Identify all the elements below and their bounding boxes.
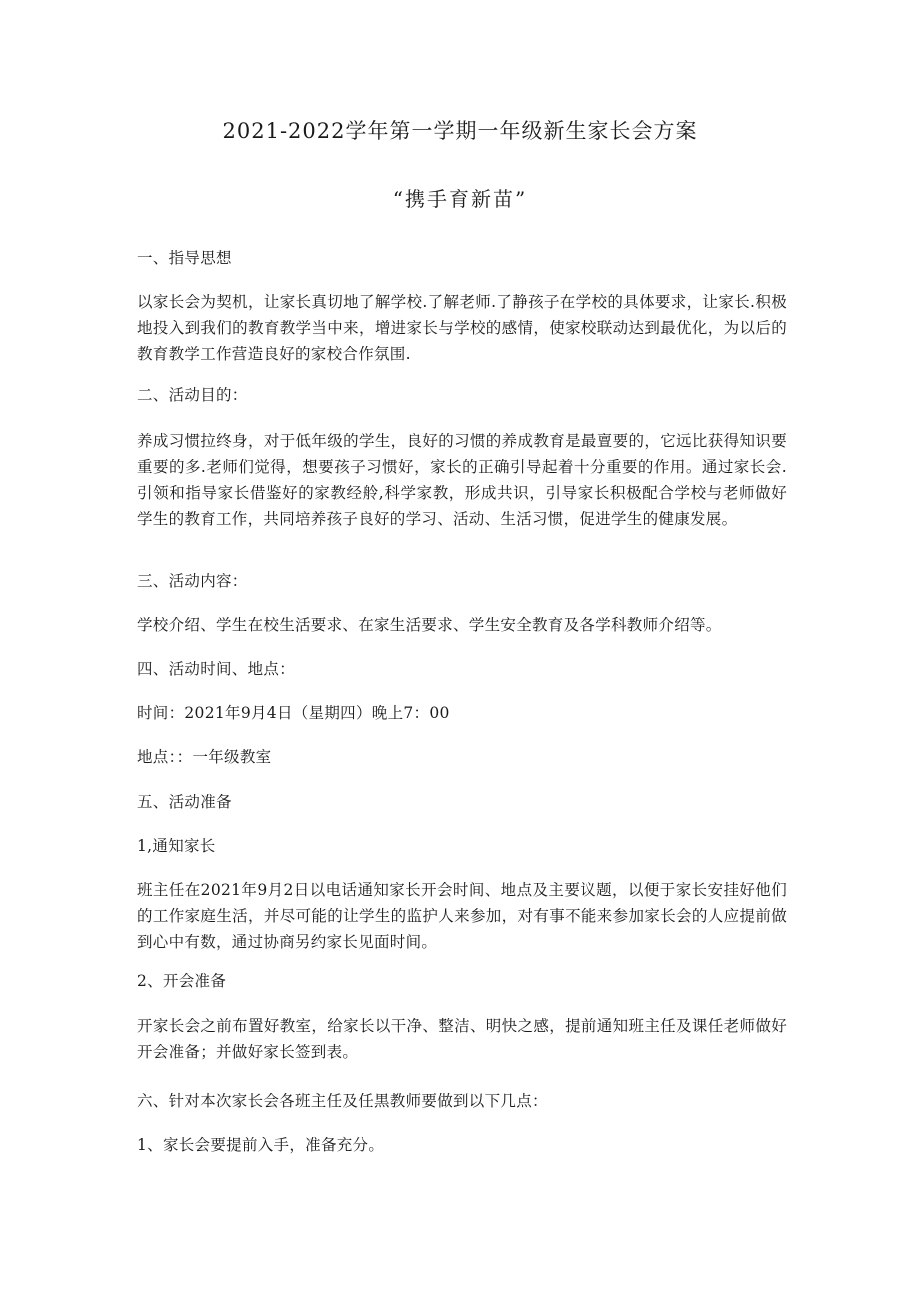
section-1-text: 以家长会为契机，让家长真切地了解学校.了解老师.了静孩子在学校的具体要求，让家长.积极地投入到我们的教育教学当中来，增进家长与学校的感情，使家校联动达到最优化，为以后的教育教学工作营造良好的家校合作氛围. <box>137 293 787 363</box>
section-4-heading: 四、活动时间、地点： <box>137 660 296 678</box>
section-3-text: 学校介绍、学生在校生活要求、在家生活要求、学生安全教育及各学科教师介绍等。 <box>137 616 722 634</box>
section-4-time: 时间：2021年9月4日（星期四）晚上7：00 <box>137 704 450 722</box>
section-5-heading: 五、活动准备 <box>137 793 232 811</box>
section-4-place: 地点：：一年级教室 <box>137 748 272 766</box>
document-title: 2021-2022学年第一学期一年级新生家长会方案 <box>222 119 698 143</box>
section-1-heading: 一、指导思想 <box>137 249 232 267</box>
section-6-heading: 六、针对本次家长会各班主任及任黒教师要做到以下几点： <box>137 1092 548 1110</box>
section-3-heading: 三、活动内容： <box>137 572 248 590</box>
section-2-heading: 二、活动目的： <box>137 386 248 404</box>
section-5-item-2-text: 开家长会之前布置好教室，给家长以干净、整洁、明快之感，提前通知班主任及课任老师做好开会准备；并做好家长签到表。 <box>137 1017 787 1061</box>
section-5-item-2-heading: 2、开会准备 <box>137 972 227 990</box>
section-5-item-1-text: 班主任在2021年9月2日以电话通知家长开会时间、地点及主要议题，以便于家长安挂好他们的工作家庭生活，并尽可能的让学生的监护人来参加，对有事不能来参加家长会的人应提前做到心中有数，通过协商另约家长见面时间。 <box>137 881 787 951</box>
document-subtitle: “携手育新苗” <box>392 187 528 211</box>
section-5-item-1-heading: 1,通知家长 <box>137 837 216 855</box>
section-2-text: 养成习惯拉终身，对于低年级的学生，良好的习惯的养成教育是最亶要的，它远比获得知识要重要的多.老师们觉得，想要孩子习惯好，家长的正确引导起着十分重要的作用。通过家长会.引领和指导家长借鉴好的家教经舲,科学家教，形成共识，引导家长积极配合学校与老师做好学生的教育工作，共同培养孩子良好的学习、活动、生活习惯，促进学生的健康发展。 <box>137 432 787 528</box>
section-6-item-1: 1、家长会要提前入手，准备充分。 <box>137 1136 385 1154</box>
